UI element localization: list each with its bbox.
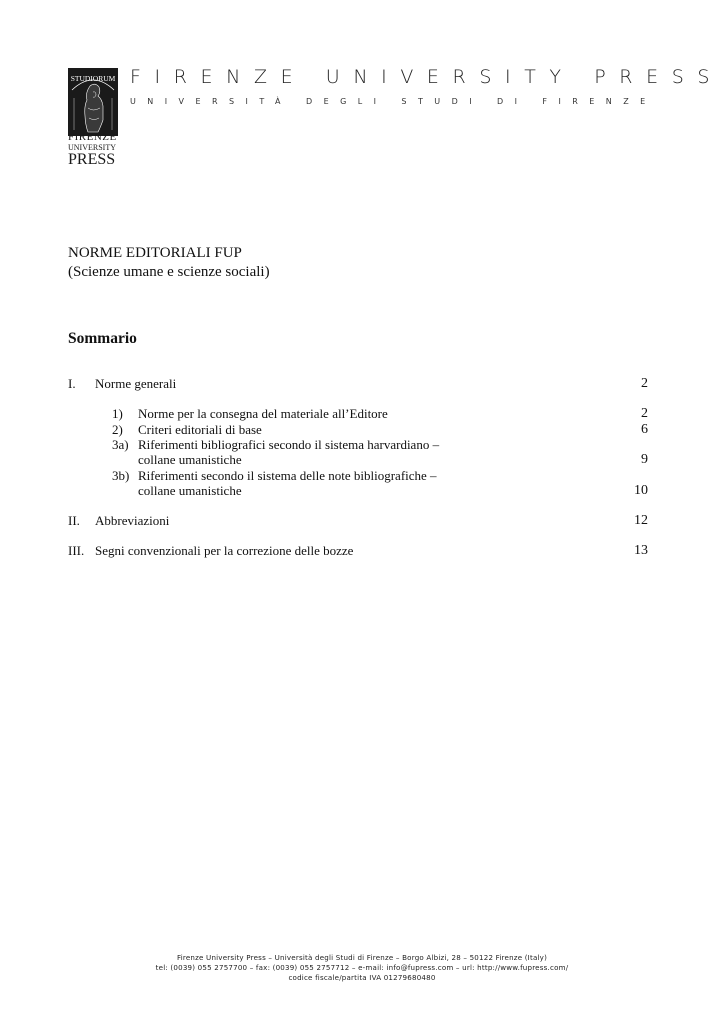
toc-item[interactable] [68,543,648,559]
toc-number: III. [68,543,85,558]
toc-label: collane umanistiche [138,483,242,498]
logo-word-firenze: FIRENZE [68,131,117,143]
toc-page-number: 13 [634,543,648,558]
toc-number: 3a) [112,437,129,452]
toc-subitem[interactable] [68,437,648,453]
toc-page-number: 2 [641,376,648,391]
toc-label: collane umanistiche [138,452,242,467]
toc-label: Norme generali [95,376,177,391]
toc-subitem[interactable] [68,406,648,422]
toc-number: 3b) [112,468,130,483]
footer-tax-id: codice fiscale/partita IVA 01279680480 [288,973,436,982]
toc-subitem-continuation[interactable] [68,483,648,499]
logo-word-university: UNIVERSITY [68,143,116,152]
logo-wordmark [68,132,120,168]
toc-page-number: 2 [641,406,648,421]
publisher-name: FIRENZE UNIVERSITY PRESS [130,66,724,88]
logo-word-press: PRESS [68,151,116,168]
page-footer [0,953,724,983]
toc-page-number: 12 [634,513,648,528]
document-title-line2: (Scienze umane e scienze sociali) [68,264,270,280]
publisher-subtitle: UNIVERSITÀ DEGLI STUDI DI FIRENZE [130,97,657,106]
document-title-line1: NORME EDITORIALI FUP [68,245,242,261]
footer-address: Firenze University Press – Università degli Studi di Firenze – Borgo Albizi, 28 – 50122 Firenze (Italy) [176,953,548,962]
toc-subitem-continuation[interactable] [68,452,648,468]
seal-text: STUDIORUM [70,74,116,83]
toc-page-number: 9 [641,452,648,467]
toc-item[interactable] [68,376,648,392]
toc-number: II. [68,513,80,528]
toc-page-number: 10 [634,483,648,498]
toc-label: Segni convenzionali per la correzione delle bozze [95,543,354,558]
toc-subitem[interactable] [68,468,648,484]
toc-item[interactable] [68,513,648,529]
toc-label: Riferimenti bibliografici secondo il sistema harvardiano – [138,437,440,452]
toc-page-number: 6 [641,422,648,437]
toc-number: 1) [112,406,123,421]
toc-label: Norme per la consegna del materiale all’Editore [138,406,388,421]
toc-label: Criteri editoriali di base [138,422,262,437]
document-title [68,244,270,282]
footer-contacts: tel: (0039) 055 2757700 – fax: (0039) 055 2757712 – e-mail: info@fupress.com – url: http://www.fupress.com/ [155,963,569,972]
toc-subitem[interactable] [68,422,648,438]
toc-number: 2) [112,422,123,437]
fup-logo [68,68,118,166]
toc-label: Riferimenti secondo il sistema delle note bibliografiche – [138,468,437,483]
section-heading: Sommario [68,330,137,347]
toc-label: Abbreviazioni [95,513,170,528]
university-seal-icon [68,68,118,136]
toc-number: I. [68,376,76,391]
